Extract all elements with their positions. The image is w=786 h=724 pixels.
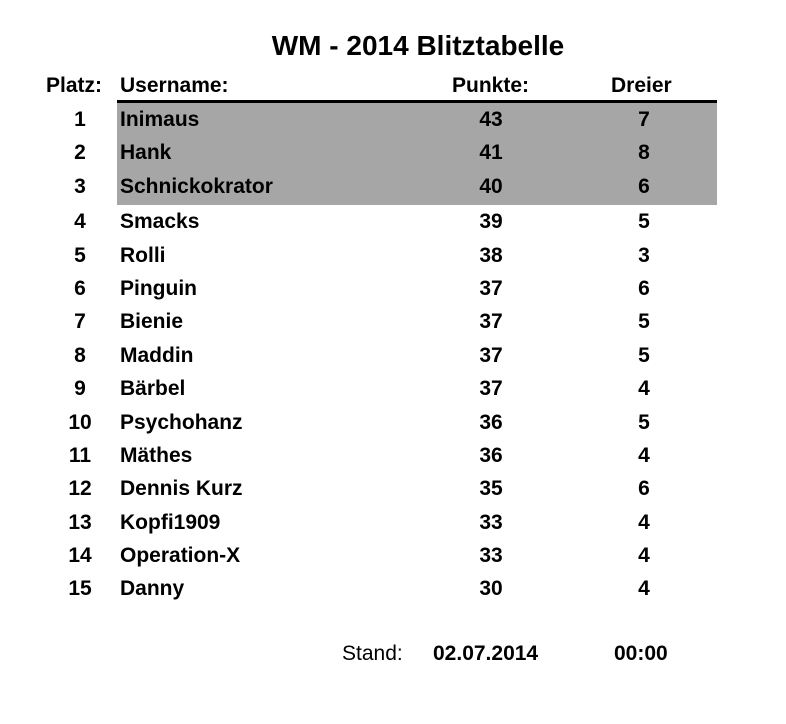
rank-cell: 13	[68, 510, 92, 534]
header-punkte: Punkte:	[452, 74, 530, 97]
rank-cell: 8	[74, 343, 86, 367]
points-cell: 37	[479, 276, 503, 300]
dreier-cell: 6	[638, 174, 650, 198]
table-row	[0, 171, 786, 204]
points-cell: 37	[479, 343, 503, 367]
stand-time: 00:00	[614, 642, 668, 665]
points-cell: 33	[479, 544, 503, 568]
table-title: WM - 2014 Blitztabelle	[271, 30, 565, 61]
dreier-cell: 6	[638, 477, 650, 501]
table-row	[0, 507, 786, 540]
header-username: Username:	[120, 74, 229, 97]
table-row	[0, 573, 786, 606]
table-row	[0, 473, 786, 506]
username-cell: Bärbel	[120, 377, 186, 401]
table-row	[0, 373, 786, 406]
rank-cell: 12	[68, 477, 92, 501]
rank-cell: 2	[74, 141, 86, 165]
table-row	[0, 273, 786, 306]
rank-cell: 14	[68, 544, 92, 568]
rank-cell: 9	[74, 377, 86, 401]
points-cell: 40	[479, 174, 503, 198]
dreier-cell: 4	[638, 443, 650, 467]
stand-date: 02.07.2014	[433, 642, 539, 665]
table-row	[0, 104, 786, 137]
rank-cell: 6	[74, 276, 86, 300]
points-cell: 38	[479, 243, 503, 267]
rank-cell: 11	[68, 443, 92, 467]
rank-cell: 15	[68, 577, 92, 601]
stand-label: Stand:	[342, 642, 403, 665]
table-row	[0, 240, 786, 273]
username-cell: Kopfi1909	[120, 510, 221, 534]
table-row	[0, 440, 786, 473]
header-platz: Platz:	[46, 74, 103, 97]
rank-cell: 4	[74, 210, 86, 234]
table-row	[0, 306, 786, 339]
dreier-cell: 5	[638, 410, 650, 434]
points-cell: 33	[479, 510, 503, 534]
header-dreier: Dreier	[611, 74, 672, 97]
rank-cell: 10	[68, 410, 92, 434]
points-cell: 36	[479, 410, 503, 434]
username-cell: Rolli	[120, 243, 166, 267]
username-cell: Dennis Kurz	[120, 477, 243, 501]
dreier-cell: 3	[638, 243, 650, 267]
username-cell: Hank	[120, 141, 172, 165]
dreier-cell: 4	[638, 510, 650, 534]
username-cell: Mäthes	[120, 443, 193, 467]
table-row	[0, 340, 786, 373]
dreier-cell: 5	[638, 343, 650, 367]
points-cell: 43	[479, 108, 503, 131]
username-cell: Schnickokrator	[120, 174, 273, 198]
dreier-cell: 7	[638, 108, 650, 131]
username-cell: Danny	[120, 577, 185, 601]
username-cell: Smacks	[120, 210, 200, 234]
points-cell: 36	[479, 443, 503, 467]
table-row	[0, 206, 786, 239]
footer-stand	[0, 642, 786, 672]
username-cell: Psychohanz	[120, 410, 243, 434]
dreier-cell: 4	[638, 577, 650, 601]
table-row	[0, 137, 786, 170]
points-cell: 30	[479, 577, 503, 601]
table-row	[0, 540, 786, 573]
table-row	[0, 407, 786, 440]
username-cell: Pinguin	[120, 276, 197, 300]
username-cell: Bienie	[120, 310, 184, 334]
ranking-table	[0, 104, 786, 605]
username-cell: Inimaus	[120, 108, 200, 131]
rank-cell: 7	[74, 310, 86, 334]
rank-cell: 1	[74, 108, 86, 131]
table-header	[0, 72, 786, 100]
dreier-cell: 4	[638, 377, 650, 401]
points-cell: 35	[479, 477, 503, 501]
points-cell: 37	[479, 310, 503, 334]
dreier-cell: 5	[638, 210, 650, 234]
dreier-cell: 5	[638, 310, 650, 334]
dreier-cell: 4	[638, 544, 650, 568]
dreier-cell: 6	[638, 276, 650, 300]
points-cell: 41	[479, 141, 503, 165]
points-cell: 39	[479, 210, 503, 234]
username-cell: Operation-X	[120, 544, 241, 568]
rank-cell: 3	[74, 174, 86, 198]
points-cell: 37	[479, 377, 503, 401]
dreier-cell: 8	[638, 141, 650, 165]
rank-cell: 5	[74, 243, 86, 267]
username-cell: Maddin	[120, 343, 194, 367]
